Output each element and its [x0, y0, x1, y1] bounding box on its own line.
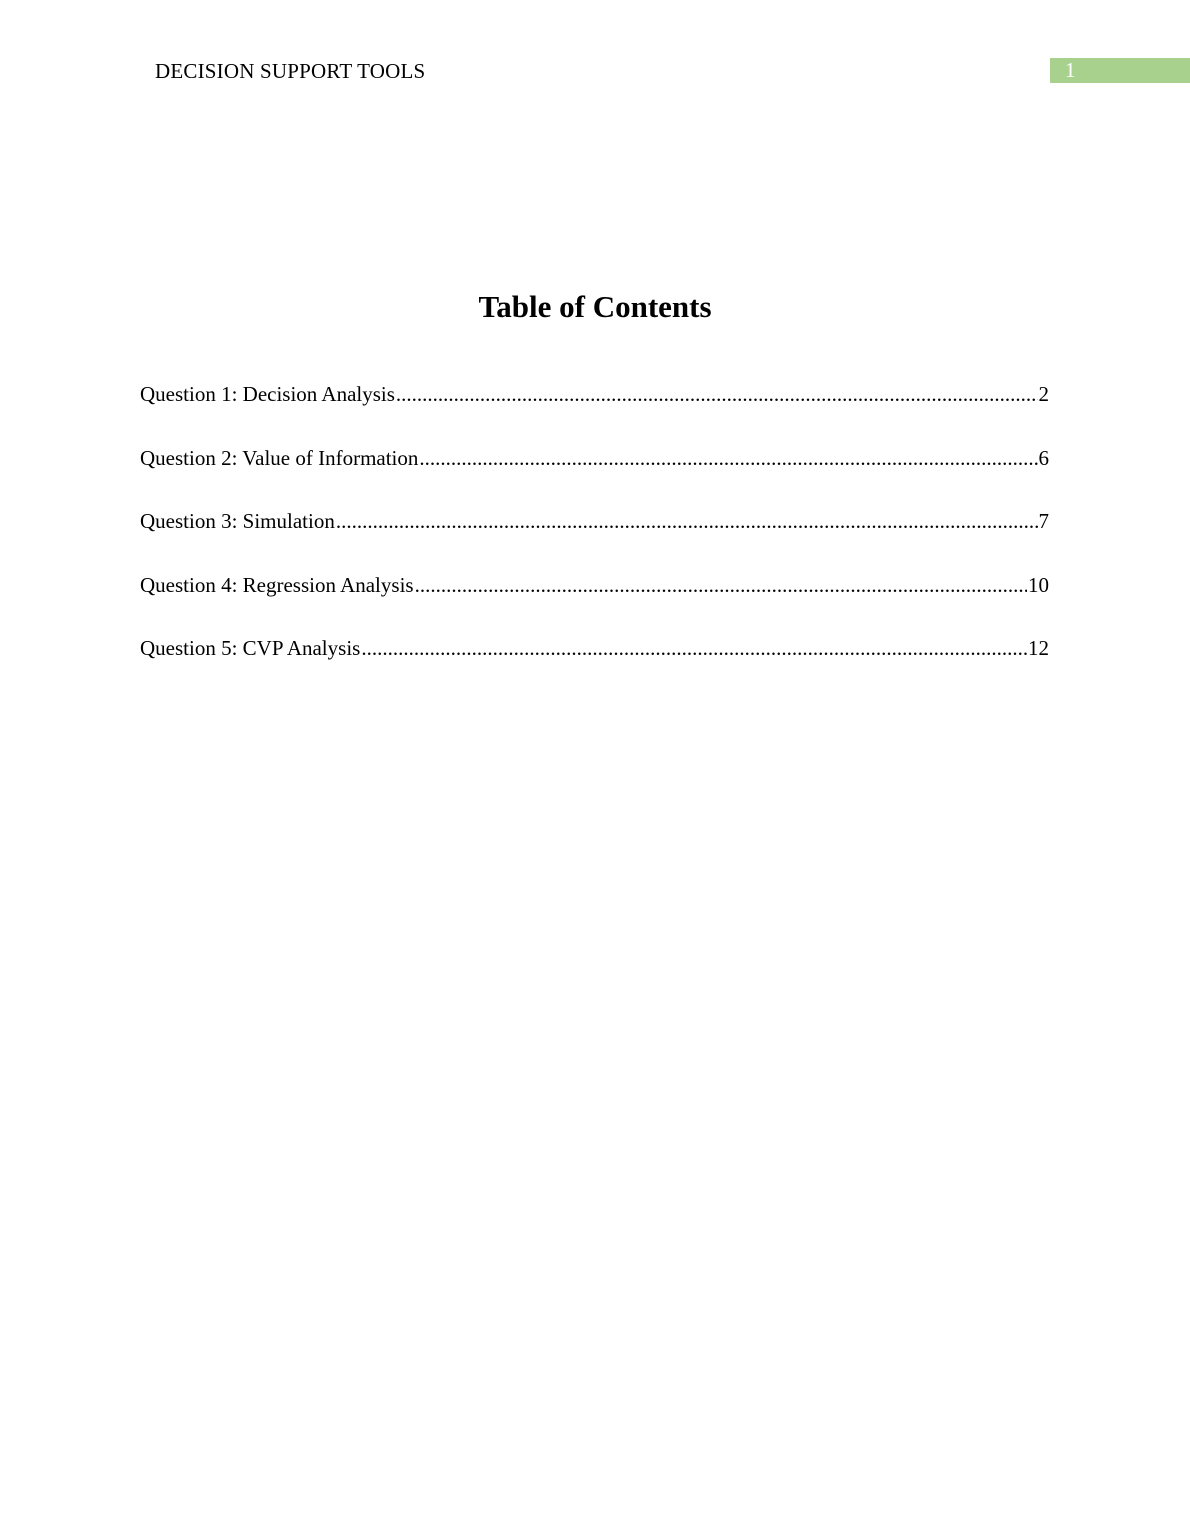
toc-entry-page: 10	[1028, 572, 1049, 597]
toc-entry[interactable]	[140, 379, 1049, 443]
toc-entry-title: Question 1: Decision Analysis	[140, 382, 395, 406]
page-number: 1	[1050, 58, 1190, 83]
dot-leader	[361, 633, 1027, 663]
toc-entry[interactable]	[140, 506, 1049, 570]
dot-leader	[396, 379, 1038, 409]
toc-entry-page: 6	[1038, 445, 1049, 470]
toc-entry-page: 2	[1038, 382, 1049, 406]
toc-entry-page: 7	[1038, 509, 1049, 533]
toc-entry-page: 12	[1028, 636, 1049, 660]
toc-entry-title: Question 3: Simulation	[140, 509, 335, 533]
toc-heading: Table of Contents	[478, 289, 712, 324]
toc-list	[140, 379, 1049, 697]
dot-leader	[415, 570, 1027, 600]
toc-entry[interactable]	[140, 443, 1049, 507]
toc-entry[interactable]	[140, 633, 1049, 697]
dot-leader	[419, 443, 1037, 473]
toc-entry-title: Question 4: Regression Analysis	[140, 572, 414, 597]
toc-entry-title: Question 5: CVP Analysis	[140, 636, 361, 660]
toc-entry[interactable]	[140, 570, 1049, 634]
toc-entry-title: Question 2: Value of Information	[140, 445, 419, 470]
running-head: DECISION SUPPORT TOOLS	[155, 59, 426, 83]
dot-leader	[336, 506, 1038, 536]
